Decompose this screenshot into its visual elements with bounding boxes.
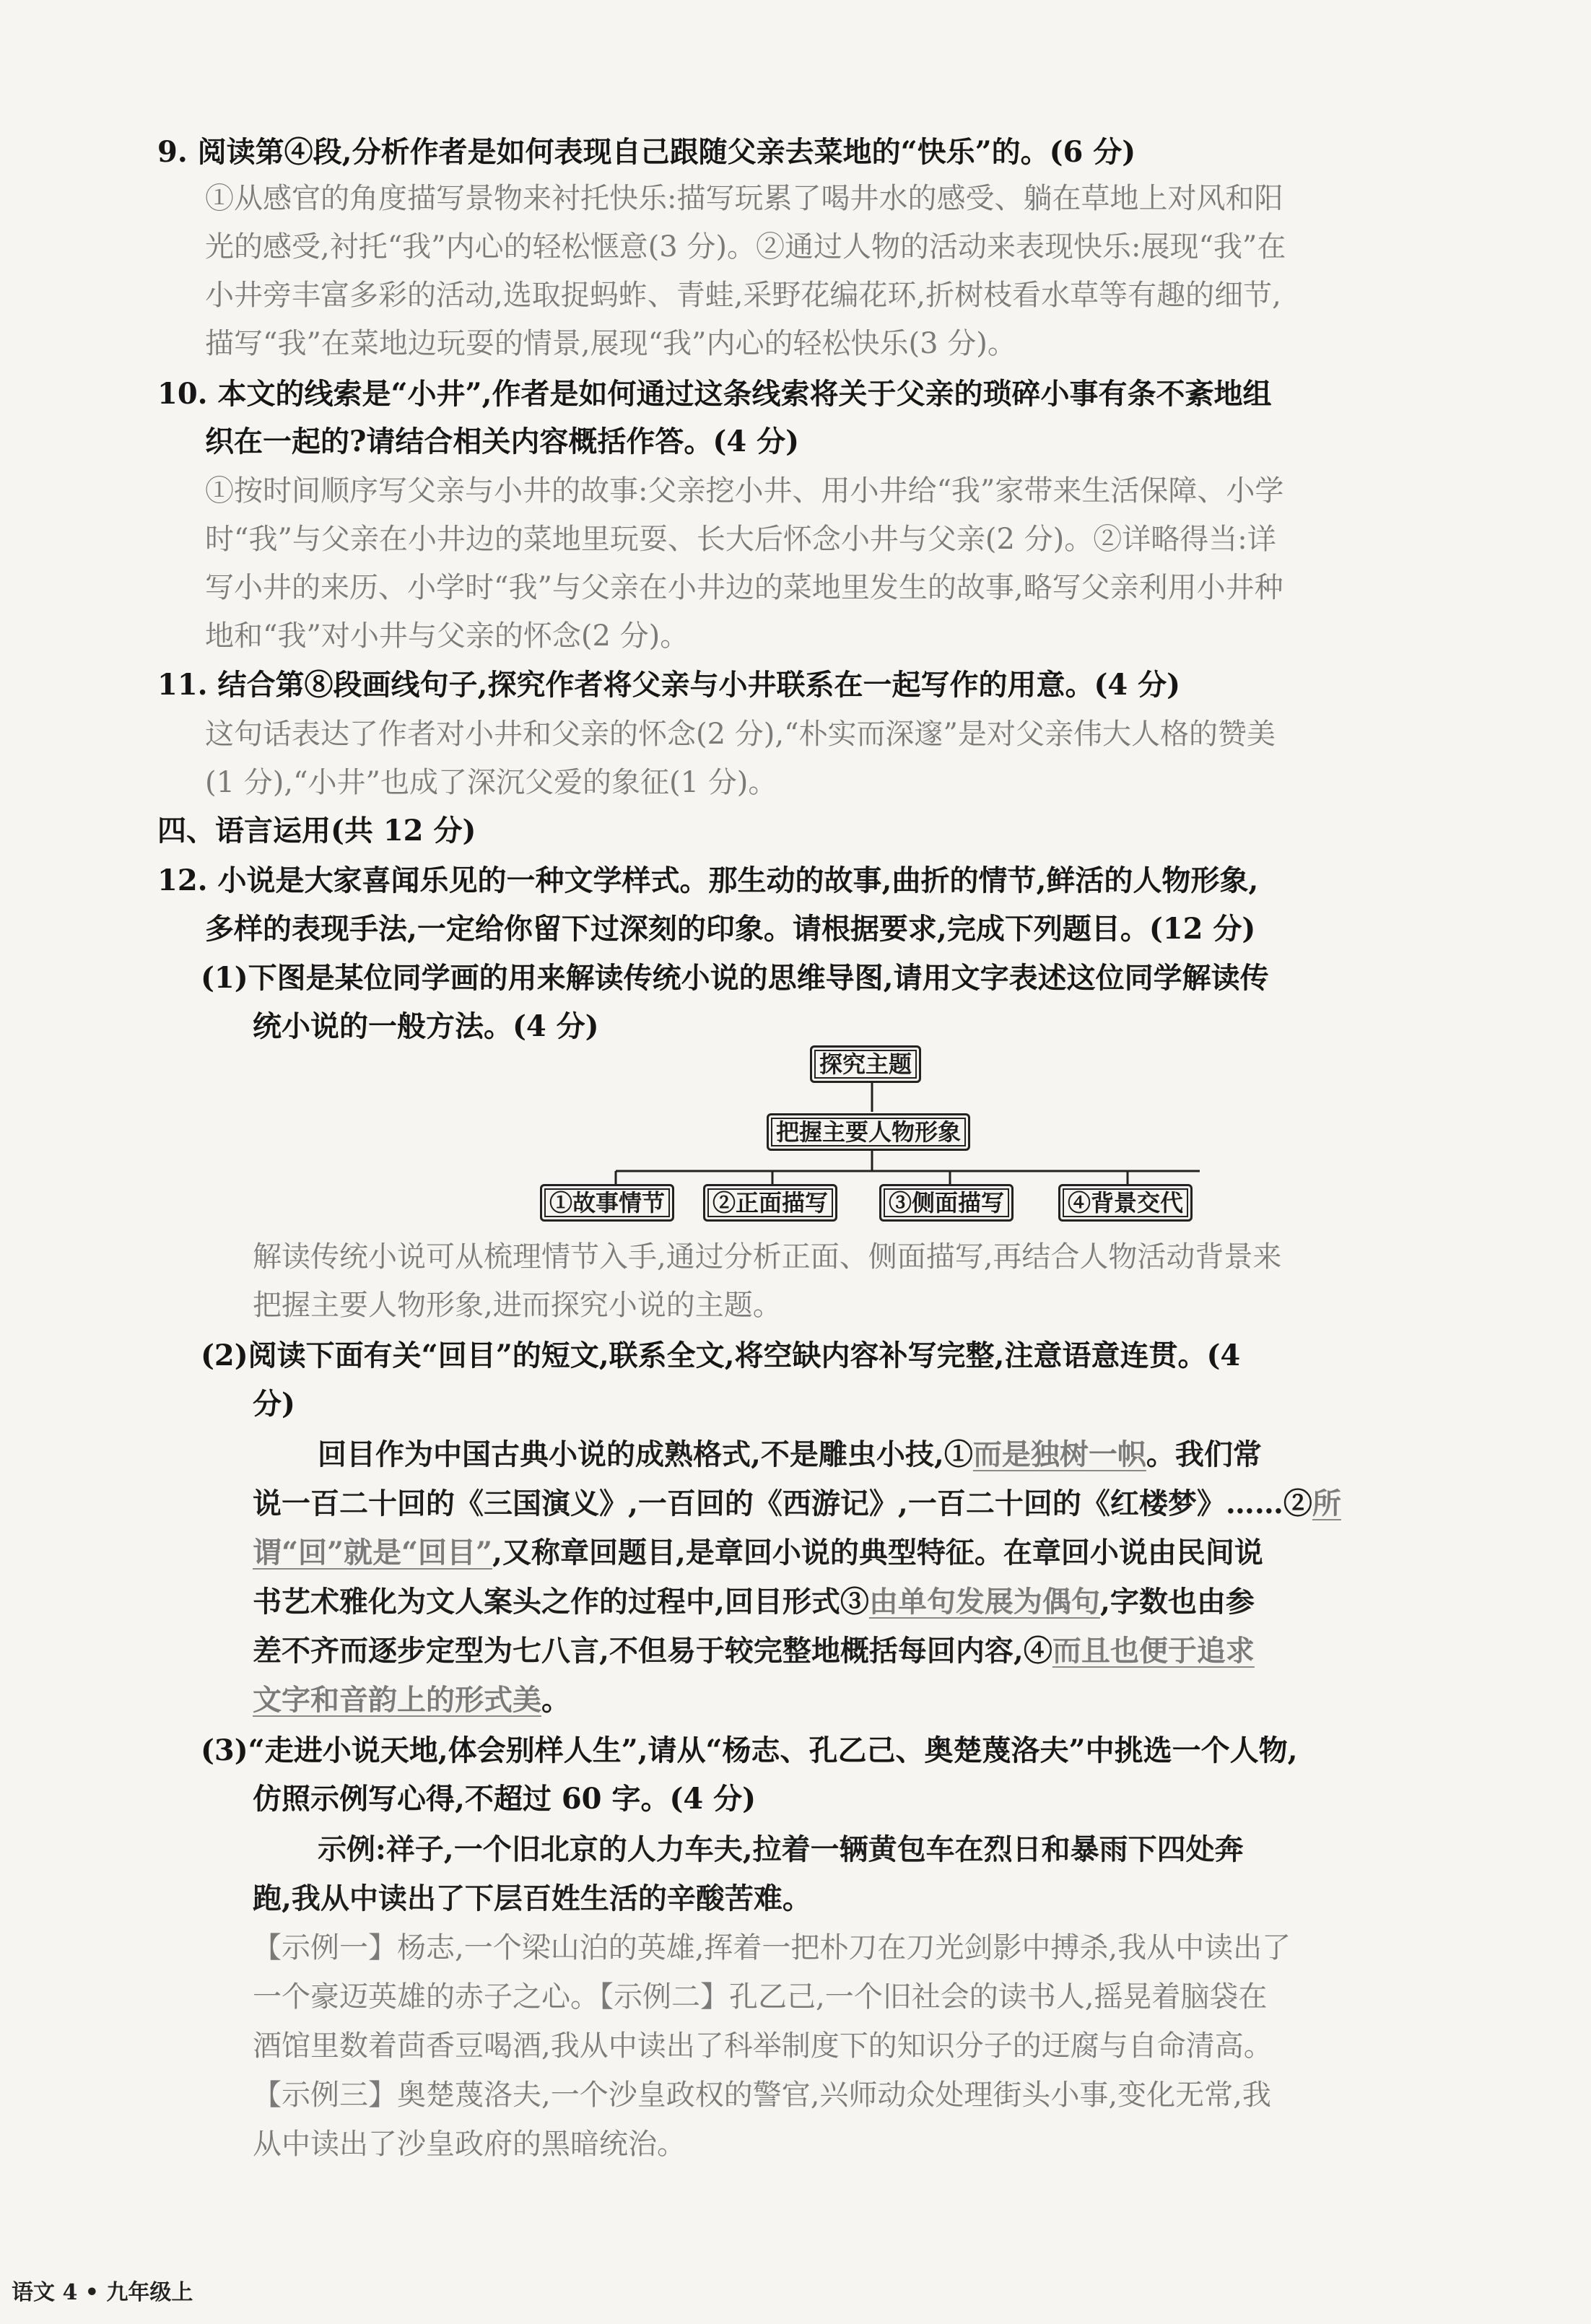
passage-line-6: 文字和音韵上的形式美。 (253, 1683, 570, 1717)
passage-line-5: 差不齐而逐步定型为七八言,不但易于较完整地概括每回内容,④而且也便于追求 (253, 1634, 1255, 1668)
q10-stem-line-2: 织在一起的?请结合相关内容概括作答。(4 分) (205, 425, 800, 458)
q9-answer-line-3: 小井旁丰富多彩的活动,选取捉蚂蚱、青蛙,采野花编花环,折树枝看水草等有趣的细节, (205, 279, 1281, 312)
q12-stem-line-2: 多样的表现手法,一定给你留下过深刻的印象。请根据要求,完成下列题目。(12 分) (205, 912, 1256, 946)
fill-blank-3: 由单句发展为偶句 (868, 1585, 1100, 1619)
q12-1-answer-line-1: 解读传统小说可从梳理情节入手,通过分析正面、侧面描写,再结合人物活动背景来 (253, 1240, 1282, 1274)
q10-answer-line-3: 写小井的来历、小学时“我”与父亲在小井边的菜地里发生的故事,略写父亲利用小井种 (205, 571, 1283, 604)
q12-1-stem-line-1: (1)下图是某位同学画的用来解读传统小说的思维导图,请用文字表述这位同学解读传 (201, 961, 1269, 995)
q11-answer-line-1: 这句话表达了作者对小井和父亲的怀念(2 分),“朴实而深邃”是对父亲伟大人格的赞美 (205, 718, 1276, 751)
q9-stem: 9. 阅读第④段,分析作者是如何表现自己跟随父亲去菜地的“快乐”的。(6 分) (157, 135, 1136, 169)
q12-3-answer-line-5: 从中读出了沙皇政府的黑暗统治。 (253, 2128, 686, 2161)
q10-answer-line-1: ①按时间顺序写父亲与小井的故事:父亲挖小井、用小井给“我”家带来生活保障、小学 (205, 474, 1284, 508)
q12-3-answer-line-1: 【示例一】杨志,一个梁山泊的英雄,挥着一把朴刀在刀光剑影中搏杀,我从中读出了 (253, 1931, 1291, 1964)
fill-blank-2-part-2: 谓“回”就是“回目” (253, 1536, 493, 1570)
q12-2-stem-line-1: (2)阅读下面有关“回目”的短文,联系全文,将空缺内容补写完整,注意语意连贯。(4 (201, 1339, 1241, 1372)
q12-3-example-line-2: 跑,我从中读出了下层百姓生活的辛酸苦难。 (253, 1881, 811, 1915)
q10-answer-line-4: 地和“我”对小井与父亲的怀念(2 分)。 (205, 619, 689, 653)
q12-1-stem-line-2: 统小说的一般方法。(4 分) (253, 1009, 599, 1043)
q9-answer-line-4: 描写“我”在菜地边玩耍的情景,展现“我”内心的轻松快乐(3 分)。 (205, 327, 1016, 360)
passage-line-2: 说一百二十回的《三国演义》,一百回的《西游记》,一百二十回的《红楼梦》……②所 (253, 1487, 1341, 1520)
q12-3-answer-line-3: 酒馆里数着茴香豆喝酒,我从中读出了科举制度下的知识分子的迂腐与自命清高。 (253, 2029, 1273, 2063)
q9-answer-line-1: ①从感官的角度描写景物来衬托快乐:描写玩累了喝井水的感受、躺在草地上对风和阳 (205, 182, 1283, 215)
passage-line-1: 回目作为中国古典小说的成熟格式,不是雕虫小技,①而是独树一帜。我们常 (318, 1437, 1262, 1471)
mind-map-leaf-3: ③侧面描写 (879, 1184, 1014, 1222)
q12-3-stem-line-1: (3)“走进小说天地,体会别样人生”,请从“杨志、孔乙己、奥楚蔑洛夫”中挑选一个人物, (201, 1733, 1298, 1767)
mind-map-leaf-1: ①故事情节 (540, 1184, 674, 1222)
q12-3-answer-line-2: 一个豪迈英雄的赤子之心。【示例二】孔乙己,一个旧社会的读书人,摇晃着脑袋在 (253, 1980, 1268, 2014)
mind-map-middle-node: 把握主要人物形象 (767, 1113, 970, 1151)
fill-blank-4-part-2: 文字和音韵上的形式美 (253, 1683, 541, 1717)
q12-3-stem-line-2: 仿照示例写心得,不超过 60 字。(4 分) (253, 1782, 757, 1816)
mind-map-leaf-2: ②正面描写 (703, 1184, 837, 1222)
q10-answer-line-2: 时“我”与父亲在小井边的菜地里玩耍、长大后怀念小井与父亲(2 分)。②详略得当:详 (205, 523, 1276, 556)
mind-map-top-node: 探究主题 (810, 1045, 921, 1083)
q12-3-example-line-1: 示例:祥子,一个旧北京的人力车夫,拉着一辆黄包车在烈日和暴雨下四处奔 (318, 1832, 1244, 1866)
section-heading: 四、语言运用(共 12 分) (157, 814, 476, 848)
fill-blank-2-part-1: 所 (1312, 1487, 1341, 1520)
q12-3-answer-line-4: 【示例三】奥楚蔑洛夫,一个沙皇政权的警官,兴师动众处理街头小事,变化无常,我 (253, 2079, 1271, 2112)
passage-line-4: 书艺术雅化为文人案头之作的过程中,回目形式③由单句发展为偶句,字数也由参 (253, 1585, 1255, 1619)
fill-blank-1: 而是独树一帜 (972, 1437, 1146, 1471)
passage-line-3: 谓“回”就是“回目”,又称章回题目,是章回小说的典型特征。在章回小说由民间说 (253, 1536, 1263, 1570)
q11-stem: 11. 结合第⑧段画线句子,探究作者将父亲与小井联系在一起写作的用意。(4 分) (157, 668, 1181, 702)
q11-answer-line-2: (1 分),“小井”也成了深沉父爱的象征(1 分)。 (205, 766, 777, 799)
q10-stem-line-1: 10. 本文的线索是“小井”,作者是如何通过这条线索将关于父亲的琐碎小事有条不紊地组 (157, 377, 1272, 411)
q12-1-answer-line-2: 把握主要人物形象,进而探究小说的主题。 (253, 1289, 782, 1322)
q12-2-stem-line-2: 分) (253, 1387, 295, 1421)
q12-stem-line-1: 12. 小说是大家喜闻乐见的一种文学样式。那生动的故事,曲折的情节,鲜活的人物形象, (157, 863, 1259, 897)
q9-answer-line-2: 光的感受,衬托“我”内心的轻松惬意(3 分)。②通过人物的活动来表现快乐:展现“我”在 (205, 230, 1286, 264)
page-footer: 语文 4 • 九年级上 (12, 2280, 193, 2305)
fill-blank-4-part-1: 而且也便于追求 (1052, 1634, 1255, 1668)
mind-map-leaf-4: ④背景交代 (1058, 1184, 1193, 1222)
